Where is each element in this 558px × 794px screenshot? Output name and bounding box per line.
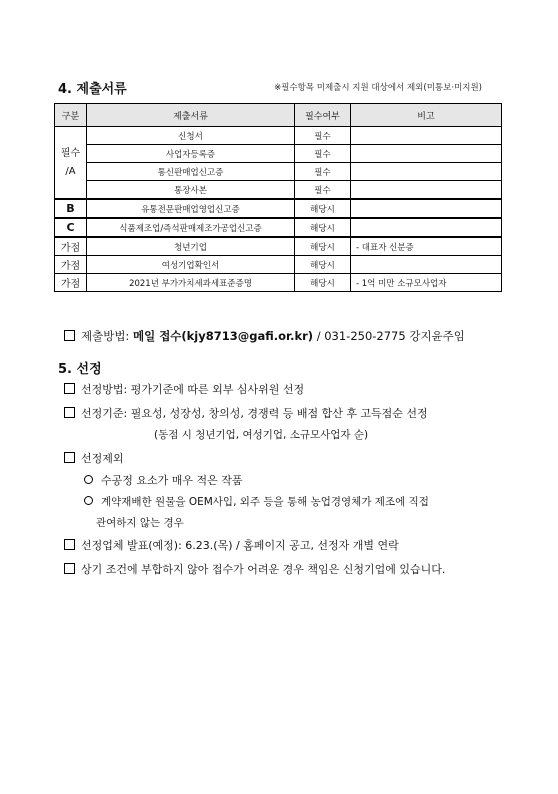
documents-table bbox=[54, 103, 502, 292]
checkbox-icon bbox=[64, 330, 75, 341]
header-gubun: 구분 bbox=[55, 104, 87, 127]
document-name: 통장사본 bbox=[87, 181, 295, 200]
section-4-title: 4. 제출서류 bbox=[58, 82, 127, 97]
submission-contact: / 031-250-2775 강지윤주임 bbox=[316, 329, 465, 343]
table-row bbox=[55, 199, 502, 218]
exclusion-item bbox=[84, 472, 243, 488]
table-header-row bbox=[55, 104, 502, 127]
table-row bbox=[55, 163, 502, 181]
selection-criteria-sub: (동점 시 청년기업, 여성기업, 소규모사업자 순) bbox=[154, 429, 369, 441]
required-status: 해당시 bbox=[295, 218, 351, 237]
table-row bbox=[55, 274, 502, 292]
submission-label: 제출방법: bbox=[81, 329, 130, 343]
remark bbox=[351, 145, 502, 163]
exclusion-title-text: 선정제외 bbox=[81, 452, 124, 465]
exclusion-title bbox=[64, 450, 124, 466]
remark bbox=[351, 256, 502, 274]
disclaimer bbox=[64, 561, 445, 577]
group-label: 가점 bbox=[55, 274, 87, 292]
remark bbox=[351, 218, 502, 237]
requirement-note: ※필수항목 미제출시 지원 대상에서 제외(미통보·미지원) bbox=[274, 83, 482, 93]
selection-criteria-text: 선정기준: 필요성, 성장성, 창의성, 경쟁력 등 배점 합산 후 고득점순 선정 bbox=[81, 407, 428, 420]
submission-method bbox=[64, 328, 465, 344]
selection-method bbox=[64, 381, 304, 397]
required-status: 필수 bbox=[295, 127, 351, 145]
table-row bbox=[55, 181, 502, 200]
required-status: 해당시 bbox=[295, 274, 351, 292]
required-status: 필수 bbox=[295, 145, 351, 163]
submission-email: 메일 접수(kjy8713@gafi.or.kr) bbox=[132, 329, 314, 343]
document-name: 2021년 부가가치세과세표준증명 bbox=[87, 274, 295, 292]
group-label: C bbox=[55, 218, 87, 237]
required-status: 해당시 bbox=[295, 199, 351, 218]
group-label: 필수 /A bbox=[55, 127, 87, 200]
required-status: 필수 bbox=[295, 163, 351, 181]
header-required: 필수여부 bbox=[295, 104, 351, 127]
document-name: 통신판매업신고증 bbox=[87, 163, 295, 181]
section-5-title: 5. 선정 bbox=[58, 362, 102, 377]
group-label: 가점 bbox=[55, 256, 87, 274]
selection-criteria bbox=[64, 405, 428, 421]
exclusion-item bbox=[84, 494, 429, 509]
header-remarks: 비고 bbox=[351, 104, 502, 127]
bullet-circle-icon bbox=[84, 475, 93, 484]
checkbox-icon bbox=[64, 452, 75, 463]
table-row bbox=[55, 145, 502, 163]
announcement bbox=[64, 537, 399, 553]
required-status: 해당시 bbox=[295, 256, 351, 274]
table-row bbox=[55, 256, 502, 274]
remark: - 대표자 신분증 bbox=[351, 237, 502, 256]
document-name: 사업자등록증 bbox=[87, 145, 295, 163]
bullet-circle-icon bbox=[84, 496, 93, 505]
required-status: 필수 bbox=[295, 181, 351, 200]
disclaimer-text: 상기 조건에 부합하지 않아 접수가 어려운 경우 책임은 신청기업에 있습니다. bbox=[81, 563, 446, 576]
document-name: 청년기업 bbox=[87, 237, 295, 256]
header-document: 제출서류 bbox=[87, 104, 295, 127]
selection-method-text: 선정방법: 평가기준에 따른 외부 심사위원 선정 bbox=[81, 383, 305, 396]
announcement-text: 선정업체 발표(예정): 6.23.(목) / 홈페이지 공고, 선정자 개별 연락 bbox=[81, 539, 399, 552]
table-row bbox=[55, 127, 502, 145]
group-label: B bbox=[55, 199, 87, 218]
document-name: 식품제조업/즉석판매제조가공업신고증 bbox=[87, 218, 295, 237]
checkbox-icon bbox=[64, 539, 75, 550]
remark bbox=[351, 181, 502, 200]
remark bbox=[351, 127, 502, 145]
group-label: 가점 bbox=[55, 237, 87, 256]
checkbox-icon bbox=[64, 383, 75, 394]
exclusion-text: 수공정 요소가 매우 적은 작품 bbox=[101, 474, 243, 487]
table-row bbox=[55, 218, 502, 237]
remark bbox=[351, 199, 502, 218]
table-row bbox=[55, 237, 502, 256]
document-name: 신청서 bbox=[87, 127, 295, 145]
remark bbox=[351, 163, 502, 181]
checkbox-icon bbox=[64, 407, 75, 418]
document-name: 여성기업확인서 bbox=[87, 256, 295, 274]
required-status: 해당시 bbox=[295, 237, 351, 256]
remark: - 1억 미만 소규모사업자 bbox=[351, 274, 502, 292]
exclusion-text-continued: 관여하지 않는 경우 bbox=[96, 517, 184, 529]
document-name: 유통전문판매업영업신고증 bbox=[87, 199, 295, 218]
exclusion-text: 계약재배한 원물을 OEM사입, 외주 등을 통해 농업경영체가 제조에 직접 bbox=[101, 496, 429, 508]
checkbox-icon bbox=[64, 563, 75, 574]
